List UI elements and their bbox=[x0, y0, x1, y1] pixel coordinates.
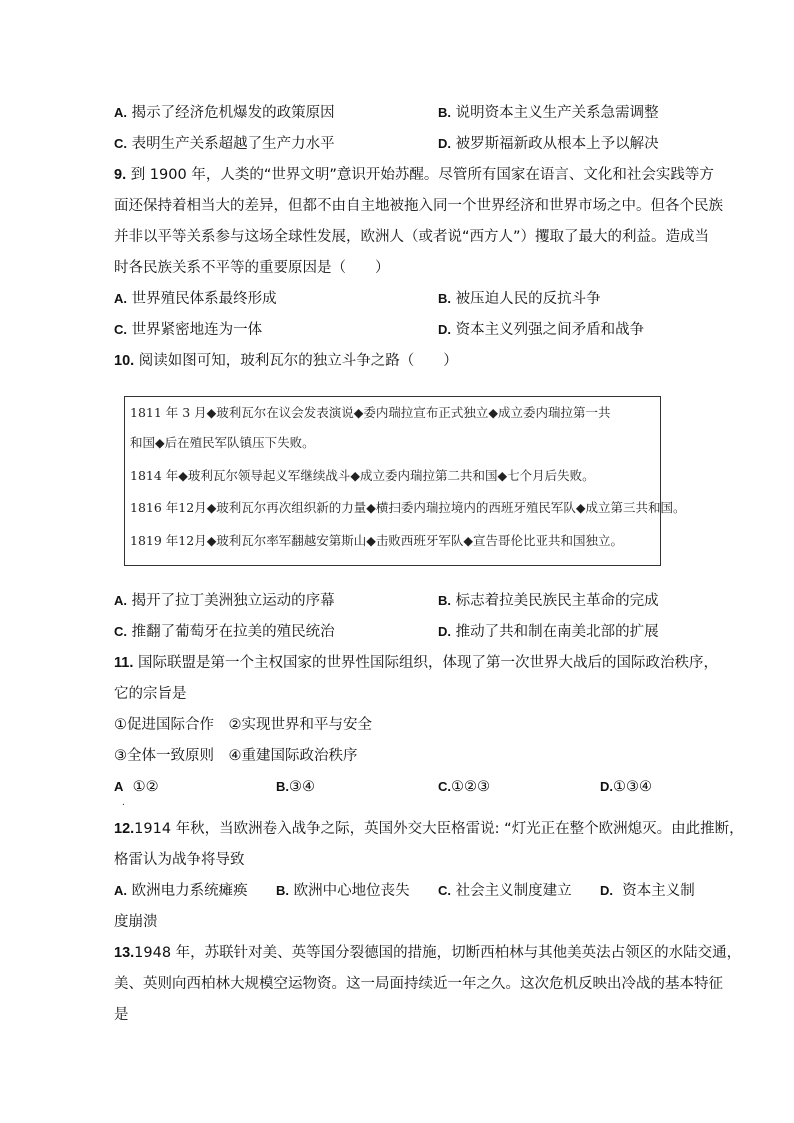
option-text: ①②③ bbox=[451, 779, 490, 795]
q12-stem-line-2: 格雷认为战争将导致 bbox=[114, 852, 245, 868]
option-letter: B. bbox=[276, 779, 289, 794]
q13-stem-line-2: 美、英则向西柏林大规模空运物资。这一局面持续近一年之久。这次危机反映出冷战的基本特征 bbox=[114, 976, 723, 992]
option-letter: C. bbox=[114, 136, 127, 151]
option-letter: C. bbox=[438, 883, 451, 898]
option-text: 标志着拉美民族民主革命的完成 bbox=[455, 593, 659, 609]
option-text: 说明资本主义生产关系急需调整 bbox=[455, 105, 659, 121]
option-text: 社会主义制度建立 bbox=[455, 883, 572, 899]
option-text: 表明生产关系超越了生产力水平 bbox=[131, 136, 335, 152]
q9-option-d[interactable] bbox=[438, 320, 644, 340]
q9-stem-line-3: 并非以平等关系参与这场全球性发展，欧洲人（或者说“西方人”）攫取了最大的利益。造成当 bbox=[114, 229, 710, 245]
question-number: 11. bbox=[114, 655, 134, 671]
q9-option-b[interactable] bbox=[438, 289, 601, 309]
question-number: 10. bbox=[114, 353, 135, 369]
option-text: 揭开了拉丁美洲独立运动的序幕 bbox=[131, 593, 335, 609]
q13-stem-line-3: 是 bbox=[114, 1007, 129, 1023]
q10-option-b[interactable] bbox=[438, 591, 659, 611]
q10-stem-text: 阅读如图可知，玻利瓦尔的独立斗争之路（ ） bbox=[138, 353, 458, 369]
q12-option-a[interactable] bbox=[114, 881, 248, 901]
option-letter: C. bbox=[114, 624, 127, 639]
option-letter: D. bbox=[600, 779, 613, 794]
q12-option-c[interactable] bbox=[438, 881, 572, 901]
q11-option-c[interactable] bbox=[438, 777, 490, 797]
q12-option-b[interactable] bbox=[276, 881, 410, 901]
q10-option-d[interactable] bbox=[438, 622, 659, 642]
q8-option-a[interactable] bbox=[114, 103, 335, 123]
option-text: ①② bbox=[132, 779, 159, 795]
question-number: 9. bbox=[114, 167, 127, 183]
option-text: ①③④ bbox=[613, 779, 652, 795]
option-letter: A bbox=[114, 779, 124, 794]
q10-box-line-1: 1811 年 3 月◆玻利瓦尔在议会发表演说◆委内瑞拉宣布正式独立◆成立委内瑞拉第一共 bbox=[130, 405, 611, 420]
q10-option-a[interactable] bbox=[114, 591, 335, 611]
option-letter: B. bbox=[438, 291, 451, 306]
option-letter: A. bbox=[114, 883, 127, 898]
q8-option-b[interactable] bbox=[438, 103, 659, 123]
q12-option-d-continuation: 度崩溃 bbox=[114, 914, 158, 930]
question-number: 12. bbox=[114, 821, 135, 837]
option-letter: A. bbox=[114, 593, 127, 608]
q9-option-c[interactable] bbox=[114, 320, 262, 340]
q11-stem-text: 国际联盟是第一个主权国家的世界性国际组织，体现了第一次世界大战后的国际政治秩序， bbox=[137, 655, 718, 671]
option-text: ③④ bbox=[289, 779, 315, 795]
q11-option-a[interactable] bbox=[114, 777, 159, 797]
option-letter: D. bbox=[438, 322, 451, 337]
option-letter: D. bbox=[438, 136, 451, 151]
question-number: 13. bbox=[114, 945, 135, 961]
q11-option-d[interactable] bbox=[600, 777, 652, 797]
q10-box-line-5: 1819 年12月◆玻利瓦尔率军翻越安第斯山◆击败西班牙军队◆宣告哥伦比亚共和国独立。 bbox=[130, 533, 624, 548]
option-letter: B. bbox=[438, 105, 451, 120]
q11-item-line-2: ③全体一致原则 ④重建国际政治秩序 bbox=[114, 748, 358, 764]
q11-option-b[interactable] bbox=[276, 777, 315, 797]
q10-box-line-2: 和国◆后在殖民军队镇压下失败。 bbox=[130, 435, 315, 450]
q8-option-c[interactable] bbox=[114, 134, 335, 154]
q11-stem-line-1 bbox=[114, 653, 718, 673]
option-letter: C. bbox=[114, 322, 127, 337]
option-text: 世界紧密地连为一体 bbox=[131, 322, 263, 338]
q12-option-d[interactable] bbox=[600, 881, 695, 901]
q12-stem-line-1 bbox=[114, 819, 744, 839]
option-text: 世界殖民体系最终形成 bbox=[131, 291, 277, 307]
option-text: 揭示了经济危机爆发的政策原因 bbox=[131, 105, 335, 121]
option-letter: B. bbox=[276, 883, 289, 898]
q13-stem-line-1 bbox=[114, 943, 741, 963]
option-text: 欧洲中心地位丧失 bbox=[293, 883, 410, 899]
option-text: 推动了共和制在南美北部的扩展 bbox=[455, 624, 659, 640]
option-text: 资本主义制 bbox=[622, 883, 695, 899]
q9-stem-line-4: 时各民族关系不平等的重要原因是（ ） bbox=[114, 260, 390, 276]
q10-option-c[interactable] bbox=[114, 622, 335, 642]
stray-dot: . bbox=[122, 798, 125, 808]
option-letter: B. bbox=[438, 593, 451, 608]
q12-stem-text: 1914 年秋，当欧洲卷入战争之际，英国外交大臣格雷说: “灯光正在整个欧洲熄灭。由此推断， bbox=[134, 821, 744, 837]
option-letter: A. bbox=[114, 105, 127, 120]
q9-stem-line-1 bbox=[114, 165, 714, 185]
q8-option-d[interactable] bbox=[438, 134, 659, 154]
option-text: 被罗斯福新政从根本上予以解决 bbox=[455, 136, 659, 152]
q11-item-line-1: ①促进国际合作 ②实现世界和平与安全 bbox=[114, 717, 372, 733]
option-text: 推翻了葡萄牙在拉美的殖民统治 bbox=[131, 624, 335, 640]
option-letter: A. bbox=[114, 291, 127, 306]
option-text: 资本主义列强之间矛盾和战争 bbox=[455, 322, 645, 338]
q9-stem-line-2: 面还保持着相当大的差异，但都不由自主地被拖入同一个世界经济和世界市场之中。但各个民族 bbox=[114, 198, 723, 214]
q13-stem-text: 1948 年，苏联针对美、英等国分裂德国的措施，切断西柏林与其他美英法占领区的水陆交通， bbox=[134, 945, 742, 961]
option-letter: D. bbox=[438, 624, 451, 639]
option-text: 欧洲电力系统瘫痪 bbox=[131, 883, 248, 899]
q10-stem bbox=[114, 351, 458, 371]
q10-box-line-4: 1816 年12月◆玻利瓦尔再次组织新的力量◆横扫委内瑞拉境内的西班牙殖民军队◆成立第三共和国。 bbox=[130, 500, 686, 515]
option-text: 被压迫人民的反抗斗争 bbox=[455, 291, 601, 307]
q9-stem-text: 到 1900 年，人类的“世界文明”意识开始苏醒。尽管所有国家在语言、文化和社会实践等方 bbox=[130, 167, 714, 183]
q10-box-line-3: 1814 年◆玻利瓦尔领导起义军继续战斗◆成立委内瑞拉第二共和国◆七个月后失败。 bbox=[130, 468, 595, 483]
q11-stem-line-2: 它的宗旨是 bbox=[114, 686, 187, 702]
option-letter: D. bbox=[600, 883, 613, 898]
q9-option-a[interactable] bbox=[114, 289, 277, 309]
option-letter: C. bbox=[438, 779, 451, 794]
